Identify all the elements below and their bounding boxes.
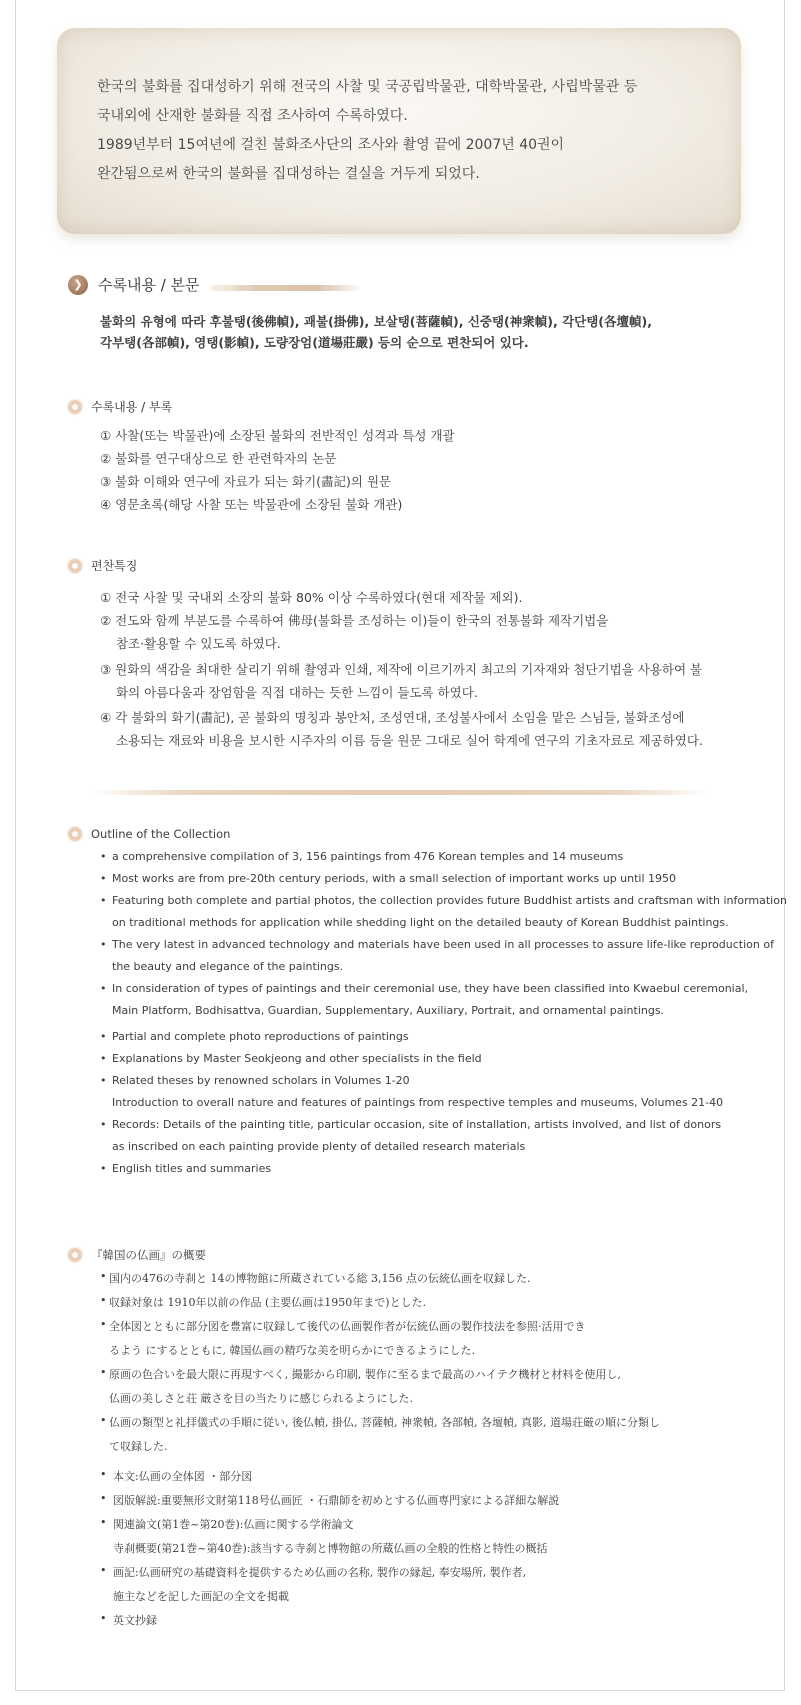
section-features-title: 편찬특징: [91, 559, 138, 573]
ja-line: 関連論文(第1巻~第20巻):仏画に関する学術論文: [113, 1518, 354, 1531]
ja-line: るよう にするとともに, 韓国仏画の精巧な美を明らかにできるようにした.: [109, 1344, 475, 1357]
ja-bullet: •: [100, 1516, 107, 1529]
en-line: Related theses by renowned scholars in Volumes 1-20: [112, 1074, 410, 1087]
main-text-line: 불화의 유형에 따라 후불탱(後佛幀), 괘불(掛佛), 보살탱(菩薩幀), 신중탱(神衆幀), 각단탱(各壇幀),: [100, 314, 652, 329]
ja-line: 施主などを記した画記の全文を掲載: [113, 1590, 289, 1603]
feature-line: ① 전국 사찰 및 국내외 소장의 불화 80% 이상 수록하였다(현대 제작물 제외).: [100, 590, 523, 605]
ja-line: 収録対象は 1910年以前の作品 (主要仏画は1950年まで)とした.: [109, 1296, 427, 1309]
en-line: Main Platform, Bodhisattva, Guardian, Supplementary, Auxiliary, Portrait, and ornamental paintings.: [112, 1004, 665, 1017]
ja-line: 仏画の類型と礼拝儀式の手順に従い, 後仏幀, 掛仏, 菩薩幀, 神衆幀, 各部幀, 各壇幀, 真影, 道場荘厳の順に分類し: [109, 1416, 660, 1429]
main-text-line: 각부탱(各部幀), 영탱(影幀), 도량장엄(道場莊嚴) 등의 순으로 편찬되어 있다.: [100, 335, 529, 350]
intro-box: [57, 28, 741, 234]
circle-bullet-icon: [68, 400, 82, 414]
appendix-line: ① 사찰(또는 박물관)에 소장된 불화의 전반적인 성격과 특성 개괄: [100, 428, 455, 443]
en-line: Records: Details of the painting title, particular occasion, site of installation, artists involved, and list of donors: [112, 1118, 722, 1131]
section-en-title: Outline of the Collection: [91, 827, 231, 841]
circle-bullet-icon: [68, 1248, 82, 1262]
ja-bullet: •: [100, 1612, 107, 1625]
brush-stroke: [210, 285, 360, 291]
en-line: as inscribed on each painting provide plenty of detailed research materials: [112, 1140, 526, 1153]
ja-bullet: •: [100, 1468, 107, 1481]
section-main-heading: [68, 274, 360, 295]
ja-line: て収録した.: [109, 1440, 168, 1453]
section-appendix-heading: [68, 398, 172, 415]
intro-line: 한국의 불화를 집대성하기 위해 전국의 사찰 및 국공립박물관, 대학박물관, 사립박물관 등: [97, 79, 638, 95]
en-line: Explanations by Master Seokjeong and other specialists in the field: [112, 1052, 482, 1065]
section-divider: [90, 790, 710, 795]
section-main-title: 수록내용 / 본문: [98, 276, 200, 294]
ja-line: 寺刹概要(第21巻~第40巻):該当する寺刹と博物館の所蔵仏画の全般的性格と特性の概括: [113, 1542, 548, 1555]
feature-line: ④ 각 불화의 화기(畵記), 곧 불화의 명칭과 봉안처, 조성연대, 조성불사에서 소임을 맡은 스님들, 불화조성에: [100, 710, 685, 725]
ja-line: 図版解説:重要無形文財第118号仏画匠 ・石鼎師を初めとする仏画専門家による詳細な解説: [113, 1494, 560, 1507]
en-line: The very latest in advanced technology and materials have been used in all processes to assure life-like reproduction of: [112, 938, 774, 951]
ja-line: 英文抄録: [113, 1614, 157, 1627]
en-bullet: •: [100, 1118, 107, 1131]
appendix-line: ② 불화를 연구대상으로 한 관련학자의 논문: [100, 451, 337, 466]
section-ja-heading: [68, 1247, 206, 1263]
intro-line: 1989년부터 15여년에 걸친 불화조사단의 조사와 촬영 끝에 2007년 40권이: [97, 137, 565, 153]
section-features-heading: [68, 557, 137, 574]
ja-bullet: •: [100, 1318, 107, 1331]
ja-line: 原画の色合いを最大限に再現すべく, 撮影から印刷, 製作に至るまで最高のハイテク機材と材料を使用し,: [109, 1368, 621, 1381]
en-line: Partial and complete photo reproductions of paintings: [112, 1030, 409, 1043]
intro-line: 국내외에 산재한 불화를 직접 조사하여 수록하였다.: [97, 108, 408, 124]
feature-line: ② 전도와 함께 부분도를 수록하여 佛母(불화를 조성하는 이)들이 한국의 전통불화 제작기법을: [100, 613, 609, 628]
feature-line: ③ 원화의 색감을 최대한 살리기 위해 촬영과 인쇄, 제작에 이르기까지 최고의 기자재와 첨단기법을 사용하여 불: [100, 662, 703, 677]
en-bullet: •: [100, 850, 107, 863]
en-line: English titles and summaries: [112, 1162, 272, 1175]
ja-bullet: •: [100, 1414, 107, 1427]
en-line: Introduction to overall nature and features of paintings from respective temples and museums, Volumes 21-40: [112, 1096, 724, 1109]
en-line: a comprehensive compilation of 3, 156 paintings from 476 Korean temples and 14 museums: [112, 850, 624, 863]
en-line: on traditional methods for application while shedding light on the detailed beauty of Korean Buddhist paintings.: [112, 916, 729, 929]
section-appendix-title: 수록내용 / 부록: [91, 400, 173, 414]
feature-line: 소용되는 재료와 비용을 보시한 시주자의 이름 등을 원문 그대로 실어 학계에 연구의 기초자료로 제공하였다.: [116, 733, 703, 748]
ja-bullet: •: [100, 1270, 107, 1283]
ja-bullet: •: [100, 1366, 107, 1379]
feature-line: 참조·활용할 수 있도록 하였다.: [116, 636, 281, 651]
en-line: the beauty and elegance of the paintings.: [112, 960, 344, 973]
en-bullet: •: [100, 1162, 107, 1175]
ja-line: 本文:仏画の全体図 ・部分図: [113, 1470, 253, 1483]
en-bullet: •: [100, 1074, 107, 1087]
ja-bullet: •: [100, 1564, 107, 1577]
ja-line: 画記:仏画研究の基礎資料を提供するため仏画の名称, 製作の縁起, 奉安場所, 製作者,: [113, 1566, 527, 1579]
section-en-heading: [68, 827, 230, 841]
intro-line: 완간됨으로써 한국의 불화를 집대성하는 결실을 거두게 되었다.: [97, 166, 480, 182]
circle-bullet-icon: [68, 559, 82, 573]
en-bullet: •: [100, 938, 107, 951]
appendix-line: ④ 영문초록(해당 사찰 또는 박물관에 소장된 불화 개관): [100, 497, 403, 512]
ja-line: 全体図とともに部分図を豊富に収録して後代の仏画製作者が伝統仏画の製作技法を参照·活用でき: [109, 1320, 586, 1333]
ja-bullet: •: [100, 1492, 107, 1505]
en-bullet: •: [100, 982, 107, 995]
en-bullet: •: [100, 1030, 107, 1043]
chevron-right-icon: ❯: [68, 275, 88, 295]
en-line: In consideration of types of paintings and their ceremonial use, they have been classified into Kwaebul ceremonial,: [112, 982, 749, 995]
section-ja-title: 『韓国の仏画』の概要: [91, 1248, 206, 1262]
en-bullet: •: [100, 1052, 107, 1065]
ja-bullet: •: [100, 1294, 107, 1307]
en-line: Featuring both complete and partial photos, the collection provides future Buddhist artists and craftsman with information: [112, 894, 787, 907]
ja-line: 仏画の美しさと荘 厳さを目の当たりに感じられるようにした.: [109, 1392, 413, 1405]
en-bullet: •: [100, 872, 107, 885]
appendix-line: ③ 불화 이해와 연구에 자료가 되는 화기(畵記)의 원문: [100, 474, 392, 489]
ja-line: 国内の476の寺刹と 14の博物館に所蔵されている総 3,156 点の伝統仏画を収録した.: [109, 1272, 531, 1285]
en-line: Most works are from pre-20th century periods, with a small selection of important works up until 1950: [112, 872, 677, 885]
feature-line: 화의 아름다움과 장엄함을 직접 대하는 듯한 느낌이 들도록 하였다.: [116, 685, 478, 700]
circle-bullet-icon: [68, 827, 82, 841]
en-bullet: •: [100, 894, 107, 907]
